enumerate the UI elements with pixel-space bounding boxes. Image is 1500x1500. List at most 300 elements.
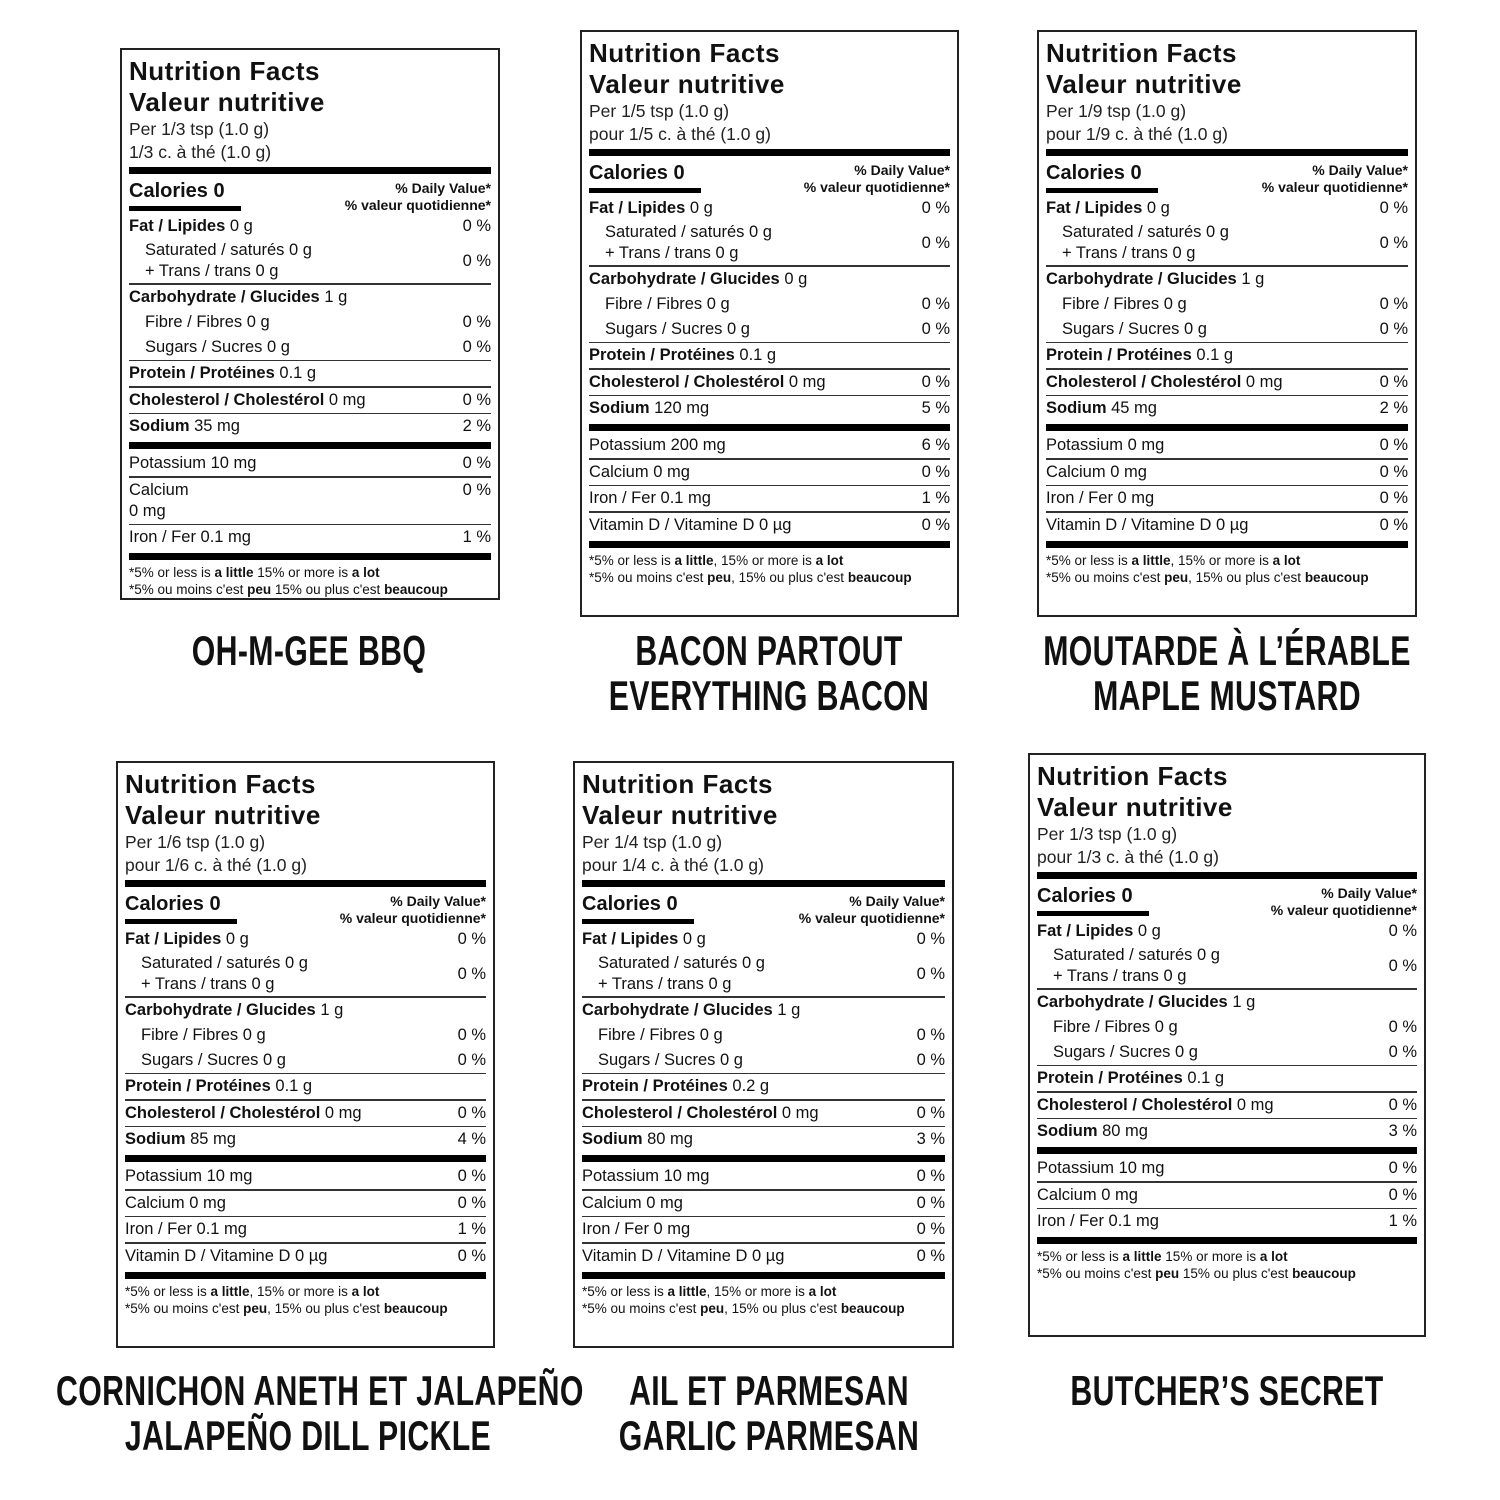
sodium-amount: 80 mg bbox=[1102, 1122, 1148, 1140]
sodium-text bbox=[1046, 398, 1157, 419]
iron-dv: 1 % bbox=[462, 528, 491, 546]
footnote-part: a little bbox=[210, 1283, 250, 1299]
carbohydrate-text bbox=[129, 287, 347, 308]
calcium-dv: 0 % bbox=[462, 480, 491, 499]
protein-label: Protein / Protéines bbox=[129, 364, 275, 382]
footnote-part: a little bbox=[674, 552, 714, 568]
serving-size-en: Per 1/3 tsp (1.0 g) bbox=[129, 119, 270, 139]
footnote-en bbox=[582, 1283, 945, 1300]
protein-label: Protein / Protéines bbox=[589, 346, 735, 364]
fibre-label: Fibre / Fibres bbox=[141, 1025, 239, 1044]
protein-row bbox=[582, 1074, 945, 1099]
cholesterol-row bbox=[1046, 370, 1408, 395]
divider-thick bbox=[1037, 872, 1417, 879]
footnote-part: , 15% ou plus c'est bbox=[724, 1300, 841, 1316]
saturated-text bbox=[145, 240, 312, 261]
calcium-amount: 0 mg bbox=[653, 462, 690, 481]
potassium-amount: 10 mg bbox=[206, 1167, 253, 1185]
divider-thick bbox=[129, 553, 491, 560]
serving-size-fr: 1/3 c. à thé (1.0 g) bbox=[129, 142, 272, 162]
iron-label: Iron / Fer bbox=[1046, 489, 1113, 507]
potassium-label: Potassium bbox=[589, 436, 667, 454]
fat-row bbox=[589, 196, 950, 221]
sugars-text bbox=[145, 337, 290, 358]
protein-label: Protein / Protéines bbox=[125, 1077, 271, 1095]
dv-header-en: % Daily Value* bbox=[854, 162, 950, 178]
nutrition-facts-label bbox=[580, 30, 959, 617]
footnote-part: , 15% ou plus c'est bbox=[731, 569, 848, 585]
product-name-line: MAPLE MUSTARD bbox=[1093, 672, 1361, 719]
cholesterol-dv: 0 % bbox=[457, 1103, 486, 1122]
divider-thick bbox=[589, 149, 950, 156]
protein-label: Protein / Protéines bbox=[1037, 1069, 1183, 1087]
cholesterol-amount: 0 mg bbox=[1245, 372, 1283, 391]
footnote bbox=[582, 1281, 945, 1317]
potassium-row bbox=[129, 451, 491, 476]
vitamin-d-row bbox=[125, 1244, 486, 1269]
saturated-trans-dv: 0 % bbox=[1388, 956, 1417, 975]
title-fr: Valeur nutritive bbox=[1037, 792, 1233, 822]
calories: Calories 0 bbox=[125, 893, 237, 924]
potassium-dv: 0 % bbox=[1388, 1159, 1417, 1177]
iron-row bbox=[589, 486, 950, 511]
fat-row bbox=[582, 927, 945, 952]
protein-amount: 0.1 g bbox=[1187, 1069, 1225, 1087]
sodium-amount: 45 mg bbox=[1111, 399, 1157, 417]
sodium-text bbox=[1037, 1121, 1148, 1142]
fat-text bbox=[125, 929, 249, 950]
footnote-fr bbox=[129, 581, 491, 598]
title-en: Nutrition Facts bbox=[129, 56, 320, 86]
footnote-part: *5% or less is bbox=[582, 1283, 668, 1299]
potassium-amount: 10 mg bbox=[663, 1167, 710, 1185]
cholesterol-dv: 0 % bbox=[1379, 372, 1408, 391]
product-name-line: BUTCHER’S SECRET bbox=[1070, 1367, 1384, 1414]
iron-amount: 0 mg bbox=[653, 1220, 691, 1238]
sodium-amount: 85 mg bbox=[190, 1130, 236, 1148]
protein-amount: 0.1 g bbox=[275, 1077, 313, 1095]
protein-label: Protein / Protéines bbox=[1046, 346, 1192, 364]
sodium-dv: 2 % bbox=[1379, 399, 1408, 417]
trans-label: + Trans / trans bbox=[598, 975, 704, 993]
fat-text bbox=[589, 198, 713, 219]
fibre-amount: 0 g bbox=[242, 1025, 266, 1044]
footnote-part: beaucoup bbox=[384, 582, 448, 597]
potassium-row bbox=[589, 433, 950, 458]
protein-amount: 0.2 g bbox=[732, 1077, 770, 1095]
cholesterol-amount: 0 mg bbox=[1236, 1095, 1274, 1114]
sugars-text bbox=[141, 1050, 286, 1071]
product-name-line: OH-M-GEE BBQ bbox=[191, 627, 427, 674]
footnote-part: a lot bbox=[815, 552, 844, 568]
fat-dv: 0 % bbox=[462, 217, 491, 235]
carbohydrate-row bbox=[589, 267, 950, 292]
sodium-label: Sodium bbox=[1037, 1122, 1098, 1140]
fibre-label: Fibre / Fibres bbox=[145, 312, 243, 331]
fibre-row bbox=[1046, 292, 1408, 317]
protein-amount: 0.1 g bbox=[1196, 346, 1234, 364]
saturated-label: Saturated / saturés bbox=[605, 223, 745, 241]
sodium-label: Sodium bbox=[1046, 399, 1107, 417]
calcium-text bbox=[1046, 462, 1147, 483]
product-name-line: EVERYTHING BACON bbox=[608, 672, 930, 719]
vitamin-d-text bbox=[1046, 515, 1248, 536]
calcium-label: Calcium bbox=[1046, 462, 1106, 481]
saturated-trans-lines bbox=[129, 240, 312, 282]
saturated-trans-dv: 0 % bbox=[462, 251, 491, 270]
cholesterol-row bbox=[129, 388, 491, 413]
potassium-text bbox=[582, 1166, 709, 1187]
iron-row bbox=[129, 525, 491, 550]
sodium-amount: 120 mg bbox=[654, 399, 710, 417]
potassium-label: Potassium bbox=[129, 454, 207, 472]
calcium-label: Calcium bbox=[582, 1193, 642, 1212]
calcium-row bbox=[1037, 1183, 1417, 1208]
footnote-part: , 15% or more is bbox=[713, 552, 816, 568]
fibre-dv: 0 % bbox=[457, 1025, 486, 1044]
footnote-part: a little bbox=[214, 565, 254, 580]
cholesterol-text bbox=[582, 1103, 819, 1124]
protein-text bbox=[1037, 1068, 1224, 1089]
serving-size-en: Per 1/6 tsp (1.0 g) bbox=[125, 832, 266, 852]
sodium-row bbox=[125, 1127, 486, 1152]
footnote-part: 15% or more is bbox=[253, 565, 352, 580]
divider-thick bbox=[125, 1155, 486, 1162]
dv-header-en: % Daily Value* bbox=[390, 893, 486, 909]
carbohydrate-label: Carbohydrate / Glucides bbox=[582, 1000, 773, 1019]
vitamin-d-dv: 0 % bbox=[921, 515, 950, 534]
fat-label: Fat / Lipides bbox=[589, 199, 686, 217]
trans-text bbox=[141, 974, 308, 995]
calcium-text bbox=[589, 462, 690, 483]
fibre-row bbox=[125, 1023, 486, 1048]
protein-text bbox=[589, 345, 776, 366]
dv-header-en: % Daily Value* bbox=[1312, 162, 1408, 178]
cholesterol-amount: 0 mg bbox=[328, 390, 366, 409]
footnote bbox=[125, 1281, 486, 1317]
product-name-line: GARLIC PARMESAN bbox=[618, 1412, 920, 1459]
iron-text bbox=[589, 488, 711, 509]
title-en: Nutrition Facts bbox=[1046, 38, 1237, 68]
footnote-part: , 15% or more is bbox=[249, 1283, 352, 1299]
cholesterol-label: Cholesterol / Cholestérol bbox=[582, 1103, 778, 1122]
fibre-amount: 0 g bbox=[1154, 1017, 1178, 1036]
footnote-part: beaucoup bbox=[847, 569, 912, 585]
footnote-part: peu bbox=[247, 582, 272, 597]
calcium-amount: 0 mg bbox=[1110, 462, 1147, 481]
cholesterol-label: Cholesterol / Cholestérol bbox=[589, 372, 785, 391]
vitamin-d-text bbox=[589, 515, 791, 536]
sodium-row bbox=[582, 1127, 945, 1152]
trans-label: + Trans / trans bbox=[141, 975, 247, 993]
potassium-row bbox=[582, 1164, 945, 1189]
protein-text bbox=[582, 1076, 769, 1097]
calcium-row bbox=[125, 1191, 486, 1216]
serving-size-en: Per 1/9 tsp (1.0 g) bbox=[1046, 101, 1187, 121]
sugars-row bbox=[582, 1048, 945, 1073]
saturated-trans-group bbox=[1046, 221, 1408, 265]
calcium-dv: 0 % bbox=[457, 1193, 486, 1212]
saturated-trans-group bbox=[582, 952, 945, 996]
footnote-en bbox=[1046, 552, 1408, 569]
footnote-part: , 15% ou plus c'est bbox=[1188, 569, 1305, 585]
divider-thick bbox=[589, 541, 950, 548]
footnote-part: beaucoup bbox=[383, 1300, 448, 1316]
trans-label: + Trans / trans bbox=[1053, 967, 1159, 985]
footnote-part: a lot bbox=[1272, 552, 1301, 568]
daily-value-header bbox=[799, 893, 945, 927]
sodium-row bbox=[589, 396, 950, 421]
cholesterol-text bbox=[129, 390, 366, 411]
carbohydrate-text bbox=[582, 1000, 800, 1021]
cholesterol-label: Cholesterol / Cholestérol bbox=[1046, 372, 1242, 391]
fat-label: Fat / Lipides bbox=[1037, 922, 1134, 940]
nutrition-facts-label bbox=[1037, 30, 1417, 617]
footnote-en bbox=[129, 564, 491, 581]
calcium-dv: 0 % bbox=[1388, 1185, 1417, 1204]
footnote-en bbox=[1037, 1248, 1417, 1265]
title-fr: Valeur nutritive bbox=[582, 800, 778, 830]
vitamin-d-text bbox=[125, 1246, 327, 1267]
calories-row bbox=[1037, 881, 1417, 919]
potassium-text bbox=[129, 453, 256, 474]
fibre-text bbox=[145, 312, 270, 333]
dv-header-en: % Daily Value* bbox=[1321, 885, 1417, 901]
carbohydrate-amount: 0 g bbox=[784, 269, 808, 288]
trans-label: + Trans / trans bbox=[605, 244, 711, 262]
sugars-amount: 0 g bbox=[266, 337, 290, 356]
potassium-label: Potassium bbox=[1046, 436, 1124, 454]
footnote-part: *5% ou moins c'est bbox=[1046, 569, 1165, 585]
footnote-part: *5% or less is bbox=[1037, 1249, 1123, 1264]
carbohydrate-label: Carbohydrate / Glucides bbox=[125, 1000, 316, 1019]
daily-value-header bbox=[340, 893, 486, 927]
iron-dv: 0 % bbox=[1379, 489, 1408, 507]
saturated-trans-lines bbox=[1037, 945, 1220, 987]
fat-dv: 0 % bbox=[1379, 199, 1408, 217]
vitamin-d-dv: 0 % bbox=[916, 1246, 945, 1265]
saturated-trans-dv: 0 % bbox=[916, 964, 945, 983]
protein-amount: 0.1 g bbox=[279, 364, 317, 382]
vitamin-d-amount: 0 µg bbox=[1215, 515, 1249, 534]
vitamin-d-label: Vitamin D / Vitamine D bbox=[1046, 515, 1212, 534]
product-name bbox=[975, 1368, 1479, 1413]
fat-dv: 0 % bbox=[1388, 922, 1417, 940]
sugars-text bbox=[1053, 1042, 1198, 1063]
divider-thick bbox=[129, 442, 491, 449]
calcium-label: Calcium bbox=[1037, 1185, 1097, 1204]
title-en: Nutrition Facts bbox=[582, 769, 773, 799]
calcium-text bbox=[582, 1193, 683, 1214]
carbohydrate-text bbox=[589, 269, 807, 290]
iron-text bbox=[129, 527, 251, 548]
fat-label: Fat / Lipides bbox=[582, 930, 679, 948]
cholesterol-dv: 0 % bbox=[1388, 1095, 1417, 1114]
serving-size-fr: pour 1/5 c. à thé (1.0 g) bbox=[589, 124, 771, 144]
potassium-dv: 0 % bbox=[462, 454, 491, 472]
saturated-trans-lines bbox=[125, 953, 308, 995]
saturated-amount: 0 g bbox=[1197, 946, 1220, 964]
product-name bbox=[517, 1368, 1021, 1458]
saturated-text bbox=[141, 953, 308, 974]
fat-amount: 0 g bbox=[1146, 199, 1170, 217]
potassium-label: Potassium bbox=[1037, 1159, 1115, 1177]
carbohydrate-row bbox=[1037, 990, 1417, 1015]
footnote-part: a lot bbox=[808, 1283, 837, 1299]
saturated-trans-dv: 0 % bbox=[921, 233, 950, 252]
footnote-en bbox=[589, 552, 950, 569]
calcium-dv: 0 % bbox=[1379, 462, 1408, 481]
serving-size-en: Per 1/5 tsp (1.0 g) bbox=[589, 101, 730, 121]
potassium-dv: 0 % bbox=[457, 1167, 486, 1185]
footnote-part: , 15% ou plus c'est bbox=[267, 1300, 384, 1316]
serving-size-en: Per 1/3 tsp (1.0 g) bbox=[1037, 824, 1178, 844]
footnote bbox=[129, 562, 491, 598]
carbohydrate-label: Carbohydrate / Glucides bbox=[1037, 992, 1228, 1011]
sugars-dv: 0 % bbox=[1379, 319, 1408, 338]
carbohydrate-row bbox=[1046, 267, 1408, 292]
calcium-label: Calcium bbox=[129, 480, 189, 499]
potassium-text bbox=[589, 435, 726, 456]
fat-label: Fat / Lipides bbox=[1046, 199, 1143, 217]
potassium-row bbox=[125, 1164, 486, 1189]
divider-thick bbox=[1046, 424, 1408, 431]
sugars-amount: 0 g bbox=[1183, 319, 1207, 338]
iron-text bbox=[125, 1219, 247, 1240]
divider-thick bbox=[1046, 149, 1408, 156]
sodium-text bbox=[589, 398, 709, 419]
calories: Calories 0 bbox=[1037, 885, 1149, 916]
cholesterol-row bbox=[125, 1101, 486, 1126]
saturated-trans-group bbox=[125, 952, 486, 996]
calcium-text bbox=[129, 480, 189, 522]
vitamin-d-text bbox=[582, 1246, 784, 1267]
saturated-trans-dv: 0 % bbox=[1379, 233, 1408, 252]
fibre-text bbox=[605, 294, 730, 315]
cholesterol-dv: 0 % bbox=[921, 372, 950, 391]
cholesterol-text bbox=[125, 1103, 362, 1124]
cholesterol-row bbox=[589, 370, 950, 395]
iron-amount: 0.1 mg bbox=[1108, 1212, 1159, 1230]
fat-dv: 0 % bbox=[921, 199, 950, 217]
trans-label: + Trans / trans bbox=[1062, 244, 1168, 262]
calcium-label: Calcium bbox=[125, 1193, 185, 1212]
sodium-amount: 80 mg bbox=[647, 1130, 693, 1148]
sugars-row bbox=[1046, 317, 1408, 342]
dv-header-fr: % valeur quotidienne* bbox=[803, 179, 950, 195]
fat-amount: 0 g bbox=[225, 930, 249, 948]
sugars-text bbox=[598, 1050, 743, 1071]
sugars-dv: 0 % bbox=[921, 319, 950, 338]
fibre-amount: 0 g bbox=[706, 294, 730, 313]
serving-size-fr: pour 1/9 c. à thé (1.0 g) bbox=[1046, 124, 1228, 144]
sugars-dv: 0 % bbox=[1388, 1042, 1417, 1061]
cholesterol-amount: 0 mg bbox=[324, 1103, 362, 1122]
calcium-row bbox=[129, 478, 491, 524]
divider-thick bbox=[1037, 1147, 1417, 1154]
saturated-amount: 0 g bbox=[1206, 223, 1229, 241]
trans-text bbox=[1062, 243, 1229, 264]
sodium-row bbox=[129, 414, 491, 439]
trans-text bbox=[145, 261, 312, 282]
calcium-text bbox=[1037, 1185, 1138, 1206]
footnote-part: beaucoup bbox=[840, 1300, 905, 1316]
cholesterol-label: Cholesterol / Cholestérol bbox=[129, 390, 325, 409]
product-name bbox=[517, 628, 1021, 718]
iron-dv: 0 % bbox=[916, 1220, 945, 1238]
vitamin-d-dv: 0 % bbox=[1379, 515, 1408, 534]
sugars-dv: 0 % bbox=[916, 1050, 945, 1069]
divider-thick bbox=[129, 167, 491, 174]
footnote bbox=[1037, 1246, 1417, 1282]
fat-text bbox=[1037, 921, 1161, 942]
calories-row bbox=[589, 158, 950, 196]
potassium-label: Potassium bbox=[582, 1167, 660, 1185]
saturated-label: Saturated / saturés bbox=[141, 954, 281, 972]
carbohydrate-amount: 1 g bbox=[1241, 269, 1265, 288]
sodium-text bbox=[582, 1129, 693, 1150]
calcium-text bbox=[125, 1193, 226, 1214]
carbohydrate-row bbox=[582, 998, 945, 1023]
calories-row bbox=[125, 889, 486, 927]
footnote-part: a little bbox=[667, 1283, 707, 1299]
footnote-fr bbox=[1046, 569, 1408, 586]
serving-size-fr: pour 1/6 c. à thé (1.0 g) bbox=[125, 855, 307, 875]
sodium-label: Sodium bbox=[582, 1130, 643, 1148]
footnote-part: peu bbox=[700, 1300, 725, 1316]
sodium-label: Sodium bbox=[125, 1130, 186, 1148]
sugars-label: Sugars / Sucres bbox=[1062, 319, 1180, 338]
footnote-fr bbox=[589, 569, 950, 586]
sugars-amount: 0 g bbox=[726, 319, 750, 338]
footnote-fr bbox=[582, 1300, 945, 1317]
fat-text bbox=[1046, 198, 1170, 219]
calories: Calories 0 bbox=[129, 180, 241, 211]
calcium-row bbox=[582, 1191, 945, 1216]
dv-header-fr: % valeur quotidienne* bbox=[798, 910, 945, 926]
sugars-row bbox=[129, 335, 491, 360]
calories-row bbox=[1046, 158, 1408, 196]
saturated-amount: 0 g bbox=[749, 223, 772, 241]
serving-size-fr: pour 1/4 c. à thé (1.0 g) bbox=[582, 855, 764, 875]
daily-value-header bbox=[1262, 162, 1408, 196]
calcium-amount: 0 mg bbox=[129, 501, 166, 520]
fat-text bbox=[582, 929, 706, 950]
footnote-part: *5% or less is bbox=[1046, 552, 1132, 568]
saturated-trans-group bbox=[129, 239, 491, 283]
iron-text bbox=[1037, 1211, 1159, 1232]
product-name-line: BACON PARTOUT bbox=[635, 627, 903, 674]
calories: Calories 0 bbox=[1046, 162, 1158, 193]
sugars-amount: 0 g bbox=[1174, 1042, 1198, 1061]
iron-row bbox=[1037, 1209, 1417, 1234]
potassium-amount: 10 mg bbox=[210, 454, 257, 472]
iron-row bbox=[582, 1217, 945, 1242]
divider-thick bbox=[125, 880, 486, 887]
calcium-dv: 0 % bbox=[921, 462, 950, 481]
potassium-row bbox=[1037, 1156, 1417, 1181]
vitamin-d-amount: 0 µg bbox=[294, 1246, 328, 1265]
sugars-dv: 0 % bbox=[462, 337, 491, 356]
footnote-part: peu bbox=[1155, 1266, 1180, 1281]
fibre-text bbox=[141, 1025, 266, 1046]
sugars-amount: 0 g bbox=[262, 1050, 286, 1069]
cholesterol-dv: 0 % bbox=[462, 390, 491, 409]
fat-label: Fat / Lipides bbox=[129, 217, 226, 235]
footnote-part: peu bbox=[243, 1300, 268, 1316]
trans-text bbox=[598, 974, 765, 995]
iron-amount: 0.1 mg bbox=[660, 489, 711, 507]
